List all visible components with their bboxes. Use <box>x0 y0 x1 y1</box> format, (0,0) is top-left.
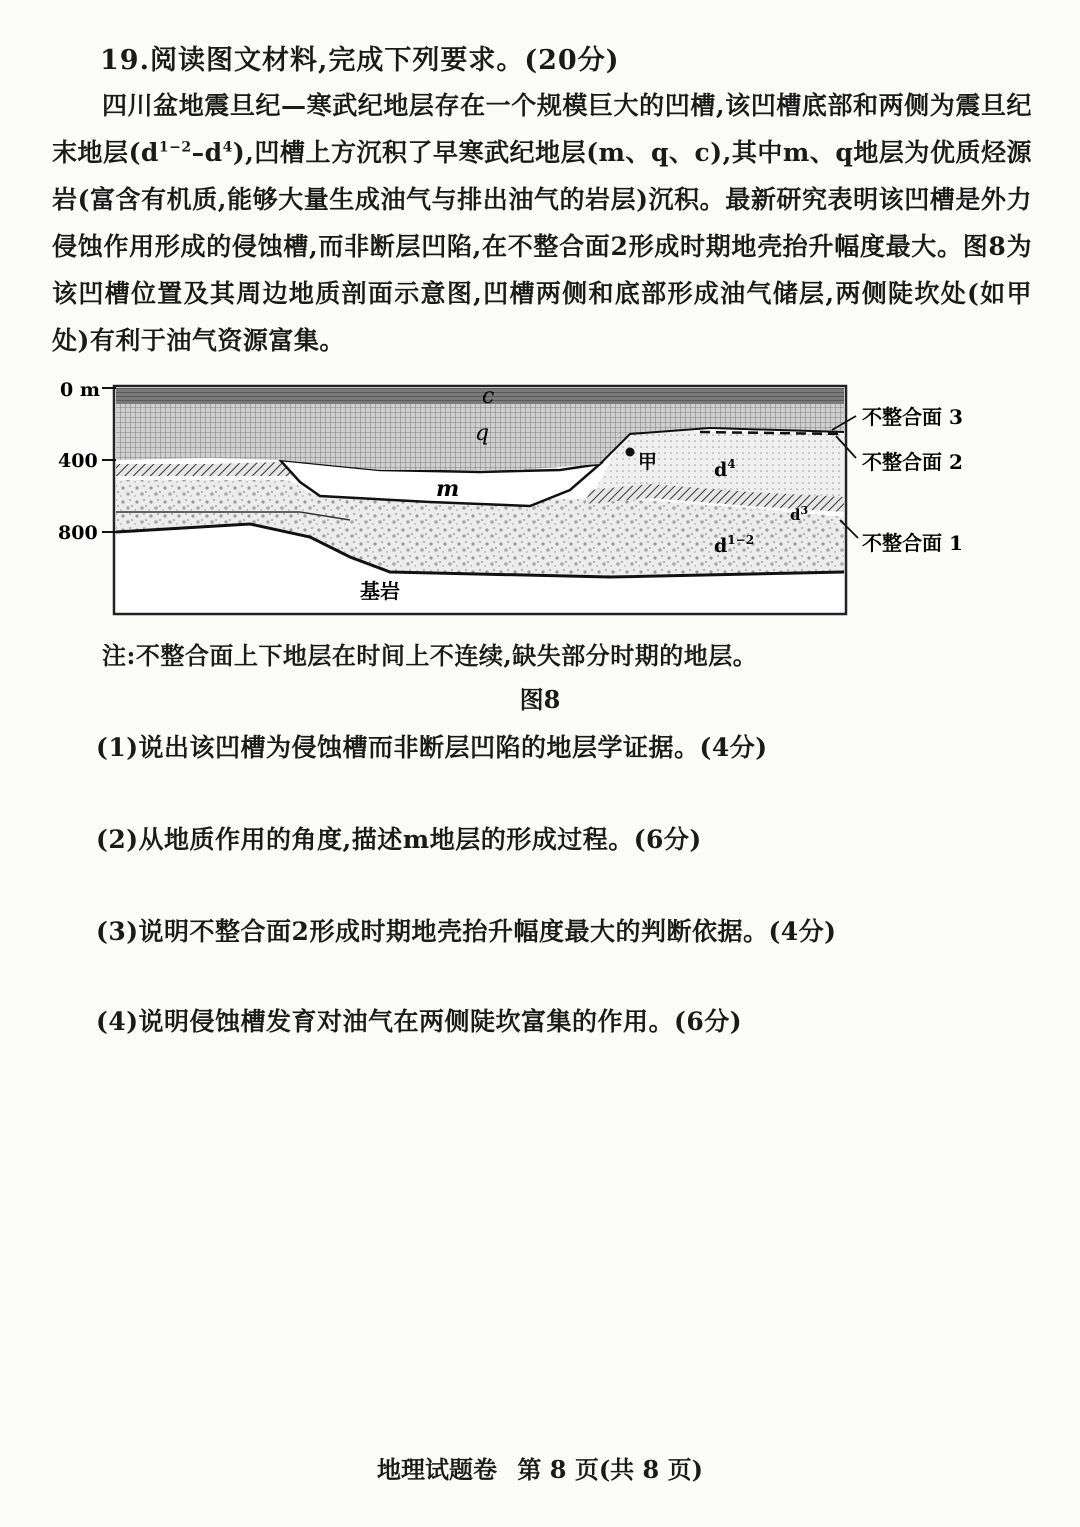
layer-c <box>116 388 844 404</box>
geologic-cross-section <box>50 372 1010 632</box>
label-m: m <box>436 476 460 502</box>
axis-label-0: 0 m <box>60 379 100 401</box>
label-unconformity-2: 不整合面 2 <box>862 450 963 474</box>
label-bedrock: 基岩 <box>360 579 400 603</box>
label-unconformity-3: 不整合面 3 <box>862 405 963 429</box>
axis-label-800: 800 <box>58 522 98 544</box>
question-material: 四川盆地震旦纪—寒武纪地层存在一个规模巨大的凹槽,该凹槽底部和两侧为震旦纪末地层$(d^{1-2}-d^4)$,凹槽上方沉积了早寒武纪地层(m、q、c),其中m、q地层为优质烃源岩(富含有机质,能够大量生成油气与排出油气的岩层)沉积。最新研究表明该凹槽是外力侵蚀作用形成的侵蚀槽,而非断层凹陷,在不整合面2形成时期地壳抬升幅度最大。图8为该凹槽位置及其周边地质剖面示意图,凹槽两侧和底部形成油气储层,两侧陡坎处(如甲处)有利于油气资源富集。 <box>52 91 1033 355</box>
subquestion-4: (4)说明侵蚀槽发育对油气在两侧陡坎富集的作用。(6分) <box>96 1007 743 1036</box>
label-unconformity-1: 不整合面 1 <box>862 531 963 555</box>
subquestion-1: (1)说出该凹槽为侵蚀槽而非断层凹陷的地层学证据。(4分) <box>96 733 768 762</box>
subquestion-3: (3)说明不整合面2形成时期地壳抬升幅度最大的判断依据。(4分) <box>96 917 837 946</box>
label-d1-2: $d^{1-2}$ <box>714 533 755 557</box>
subquestion-2: (2)从地质作用的角度,描述m地层的形成过程。(6分) <box>96 825 702 854</box>
figure-note: 注:不整合面上下地层在时间上不连续,缺失部分时期的地层。 <box>102 641 758 670</box>
label-jia: 甲 <box>638 451 658 473</box>
axis-label-400: 400 <box>58 450 98 472</box>
question-title: 19.阅读图文材料,完成下列要求。(20分) <box>100 45 620 76</box>
label-q: q <box>475 421 490 446</box>
label-d3: $d^3$ <box>790 504 809 524</box>
page-footer <box>0 1450 1080 1485</box>
point-jia <box>626 448 635 457</box>
label-d4: $d^4$ <box>714 457 736 481</box>
footer-subject: 地理试题卷 <box>377 1455 498 1484</box>
figure-caption: 图8 <box>519 685 561 714</box>
label-c: c <box>482 384 495 409</box>
footer-page: 第 8 页(共 8 页) <box>517 1455 703 1484</box>
